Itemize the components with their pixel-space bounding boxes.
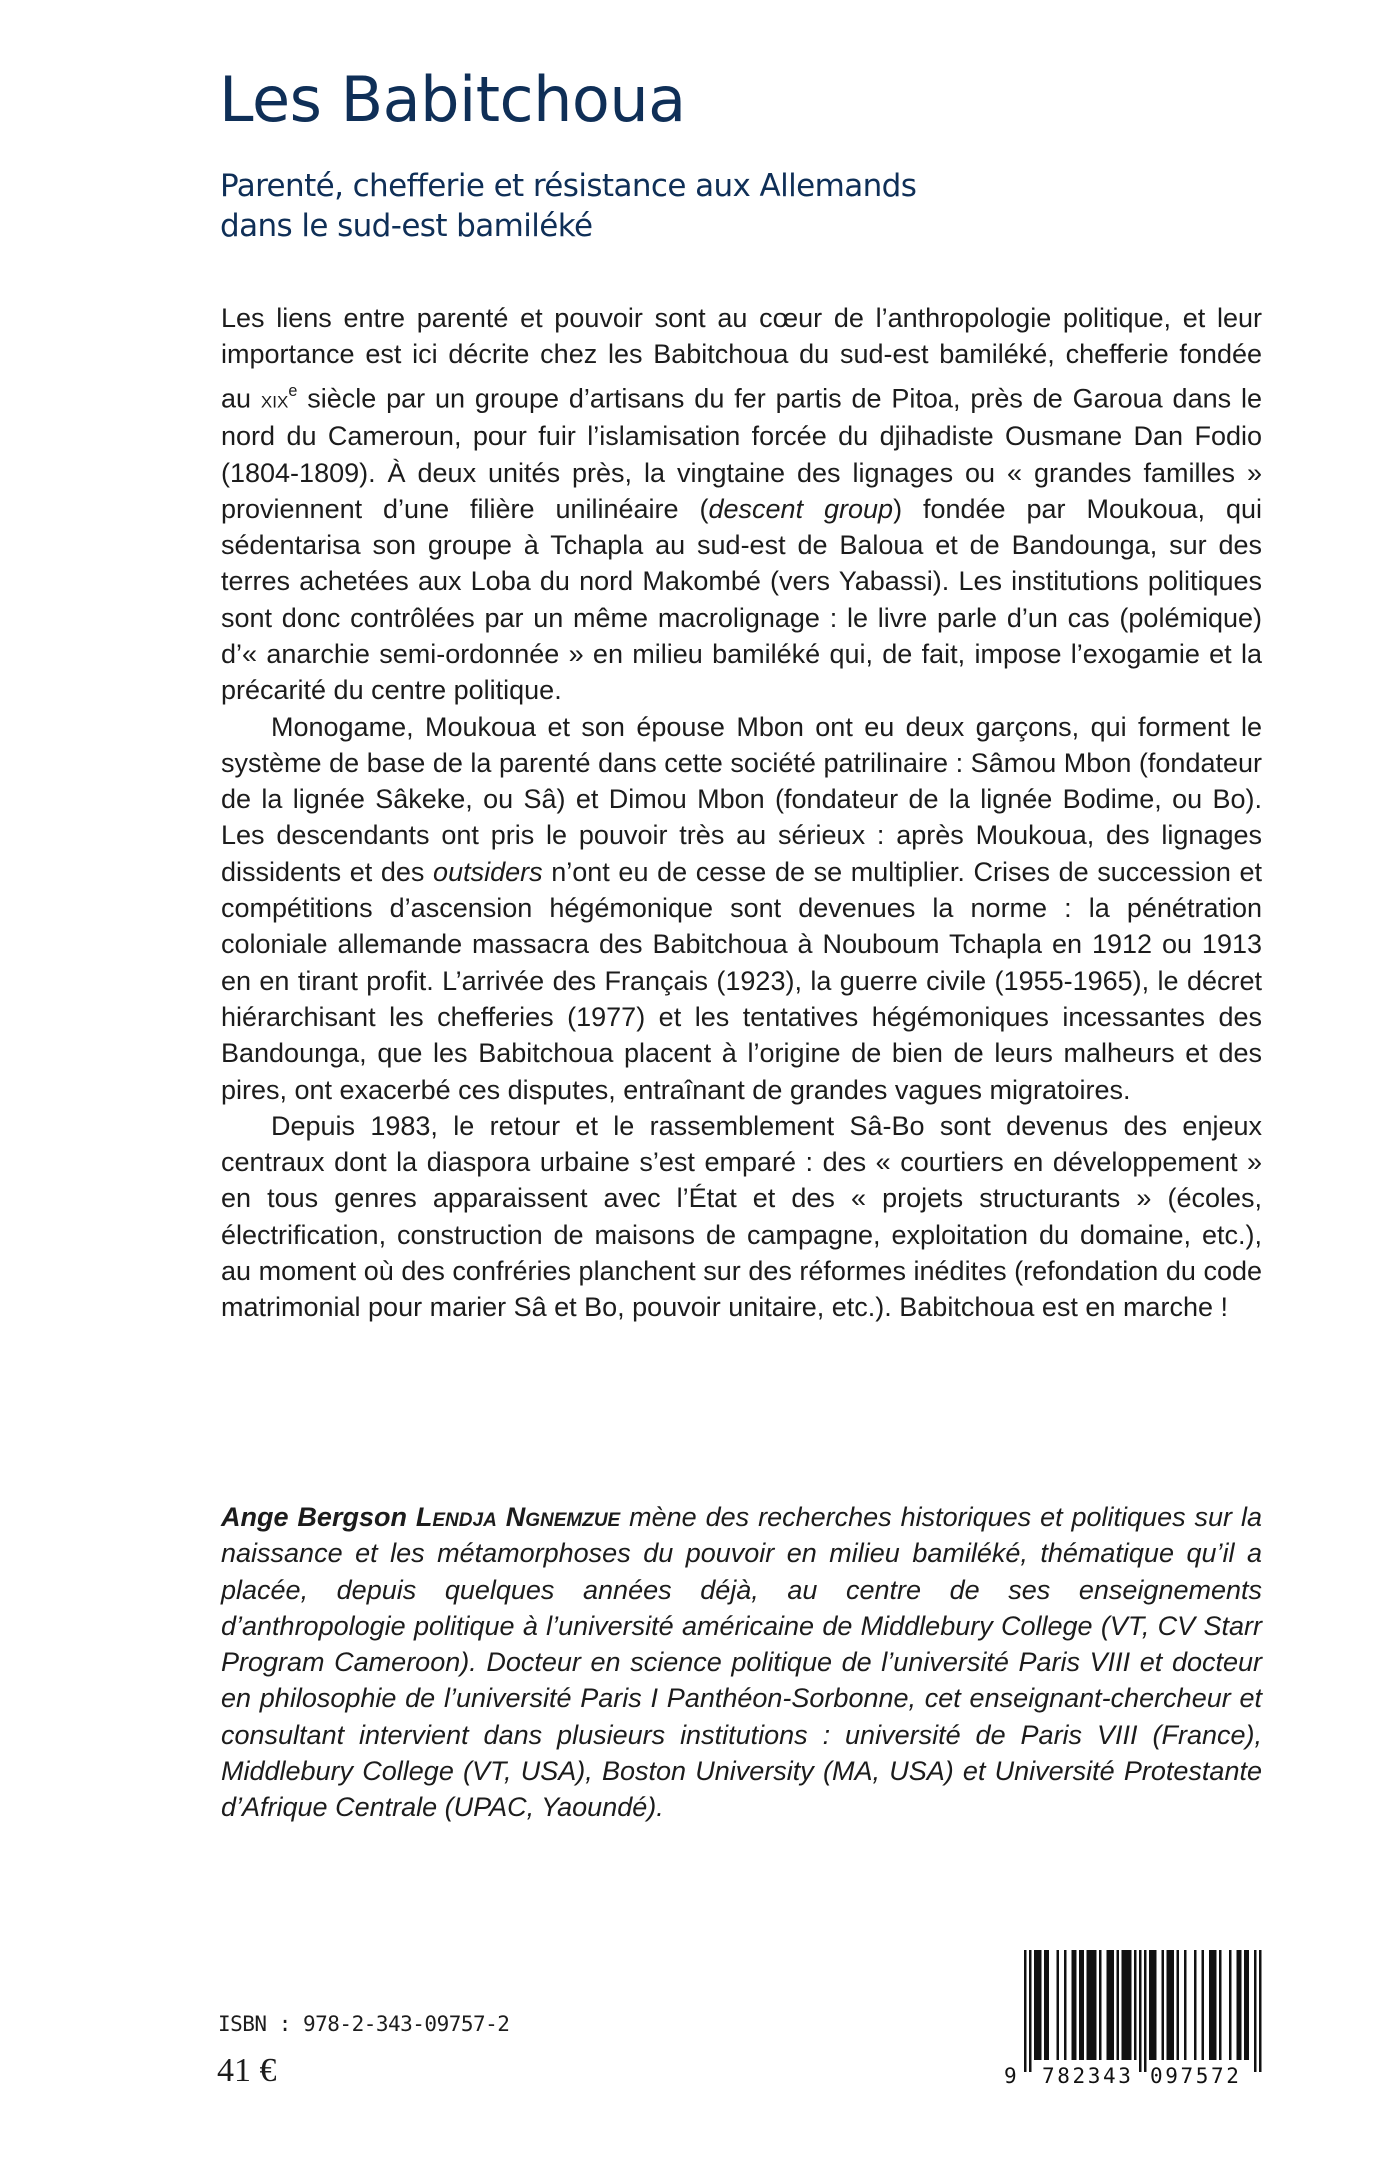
barcode-bar bbox=[1029, 1950, 1032, 2072]
subtitle-line: dans le sud-est bamiléké bbox=[220, 208, 593, 244]
blurb-paragraph bbox=[221, 1108, 1262, 1326]
barcode-bar bbox=[1064, 1950, 1067, 2060]
author-name bbox=[221, 1502, 620, 1532]
blurb-text: outsiders bbox=[433, 856, 543, 887]
barcode-bar bbox=[1087, 1950, 1097, 2060]
blurb-text: Les liens entre parenté et pouvoir sont au cœur de l’anthropologie politique, et leur importance est ici décrite chez les Babitchoua du sud-est bamiléké, chefferie fondée au bbox=[221, 303, 1262, 413]
barcode bbox=[1004, 1945, 1274, 2090]
barcode-bar bbox=[1202, 1950, 1205, 2060]
barcode-graphic bbox=[1004, 1945, 1274, 2090]
subtitle-line: Parenté, chefferie et résistance aux Allemands bbox=[220, 168, 917, 204]
price: 41 € bbox=[217, 2052, 277, 2089]
blurb-text: xix bbox=[260, 385, 289, 413]
blurb-text: ) fondée par Moukoua, qui sédentarisa son groupe à Tchapla au sud-est de Baloua et de Bandounga, sur des terres achetées aux Loba du nord Makombé (vers Yabassi). Les institutions politiques sont donc contrôlées par un même macrolignage : le livre parle d’un cas (polémique) d’« anarchie semi-ordonnée » en milieu bamiléké qui, de fait, impose l’exogamie et la précarité du centre politique. bbox=[221, 493, 1262, 706]
barcode-bar bbox=[1139, 1950, 1142, 2072]
barcode-bar bbox=[1229, 1950, 1232, 2060]
barcode-bar bbox=[1117, 1950, 1120, 2060]
barcode-left-digits: 782343 bbox=[1042, 2064, 1134, 2088]
blurb-text: descent group bbox=[708, 493, 894, 524]
blurb-text: Depuis 1983, le retour et le rassemblement Sâ-Bo sont devenus des enjeux centraux dont la diaspora urbaine s’est emparé : des « courtiers en développement » en tous genres apparaissent avec l’État et des « projets structurants » (écoles, électrification, construction de maisons de campagne, exploitation du domaine, etc.), au moment où des confréries planchent sur des réformes inédites (refondation du code matrimonial pour marier Sâ et Bo, pouvoir unitaire, etc.). Babitchoua est en marche ! bbox=[221, 1110, 1262, 1323]
barcode-bar bbox=[1122, 1950, 1132, 2060]
barcode-bar bbox=[1044, 1950, 1049, 2060]
book-subtitle bbox=[220, 166, 920, 246]
author-bio-text: mène des recherches historiques et politiques sur la naissance et les métamorphoses du pouvoir en milieu bamiléké, thématique qu’il a placée, depuis quelques années déjà, au centre de ses enseignements d’anthropologie politique à l’université américaine de Middlebury College (VT, CV Starr Program Cameroon). Docteur en science politique de l’université Paris VIII et docteur en philosophie de l’université Paris I Panthéon-Sorbonne, cet enseignant-chercheur et consultant intervient dans plusieurs institutions : université de Paris VIII (France), Middlebury College (VT, USA), Boston University (MA, USA) et Université Protestante d’Afrique Centrale (UPAC, Yaoundé). bbox=[221, 1502, 1262, 1823]
barcode-bar bbox=[1219, 1950, 1222, 2060]
barcode-bar bbox=[1167, 1950, 1175, 2060]
author-bio bbox=[221, 1499, 1262, 1826]
blurb-paragraph bbox=[221, 300, 1262, 709]
blurb-paragraph bbox=[221, 709, 1262, 1108]
blurb-text: n’ont eu de cesse de se multiplier. Crises de succession et compétitions d’ascension hégémonique sont devenues la norme : la pénétration coloniale allemande massacra des Babitchoua à Nouboum Tchapla en 1912 ou 1913 en en tirant profit. L’arrivée des Français (1923), la guerre civile (1955-1965), le décret hiérarchisant les chefferies (1977) et les tentatives hégémoniques incessantes des Bandounga, que les Babitchoua placent à l’origine de bien de leurs malheurs et des pires, ont exacerbé ces disputes, entraînant de grandes vagues migratoires. bbox=[221, 856, 1262, 1105]
barcode-right-digits: 097572 bbox=[1150, 2064, 1242, 2088]
barcode-bar bbox=[1254, 1950, 1257, 2072]
barcode-bar bbox=[1107, 1950, 1115, 2060]
blurb-text: Monogame, Moukoua et son épouse Mbon ont eu deux garçons, qui forment le système de base de la parenté dans cette société patrilinaire : Sâmou Mbon (fondateur de la lignée Sâkeke, ou Sâ) et Dimou Mbon (fondateur de la lignée Bodime, ou Bo). Les descendants ont pris le pouvoir très au sérieux : après Moukoua, des lignages dissidents et des bbox=[221, 711, 1262, 887]
barcode-bar bbox=[1072, 1950, 1077, 2060]
barcode-bar bbox=[1259, 1950, 1262, 2072]
barcode-bar bbox=[1209, 1950, 1217, 2060]
barcode-bar bbox=[1177, 1950, 1180, 2060]
barcode-bar bbox=[1057, 1950, 1060, 2060]
barcode-first-digit: 9 bbox=[1004, 2064, 1017, 2088]
barcode-bar bbox=[1244, 1950, 1249, 2060]
blurb-text: siècle par un groupe d’artisans du fer partis de Pitoa, près de Garoua dans le nord du Cameroun, pour fuir l’islamisation forcée du djihadiste Ousmane Dan Fodio (1804-1809). À deux unités près, la vingtaine des lignages ou « grandes familles » proviennent d’une filière unilinéaire ( bbox=[221, 382, 1262, 524]
barcode-bar bbox=[1149, 1950, 1157, 2060]
barcode-bar bbox=[1079, 1950, 1084, 2060]
book-title: Les Babitchoua bbox=[219, 63, 686, 136]
barcode-bar bbox=[1134, 1950, 1137, 2060]
blurb bbox=[221, 300, 1262, 1326]
barcode-bar bbox=[1034, 1950, 1042, 2060]
barcode-bar bbox=[1237, 1950, 1242, 2060]
author-last-name: Lendja Ngnemzue bbox=[415, 1502, 621, 1532]
barcode-bar bbox=[1099, 1950, 1102, 2060]
barcode-bar bbox=[1184, 1950, 1187, 2060]
barcode-bar bbox=[1144, 1950, 1147, 2072]
barcode-bar bbox=[1194, 1950, 1197, 2060]
isbn: ISBN : 978-2-343-09757-2 bbox=[218, 2012, 510, 2036]
barcode-bar bbox=[1162, 1950, 1165, 2060]
barcode-bar bbox=[1024, 1950, 1027, 2072]
author-first-name: Ange Bergson bbox=[221, 1502, 407, 1532]
blurb-text: e bbox=[288, 381, 298, 400]
barcode-bars bbox=[1024, 1950, 1262, 2072]
